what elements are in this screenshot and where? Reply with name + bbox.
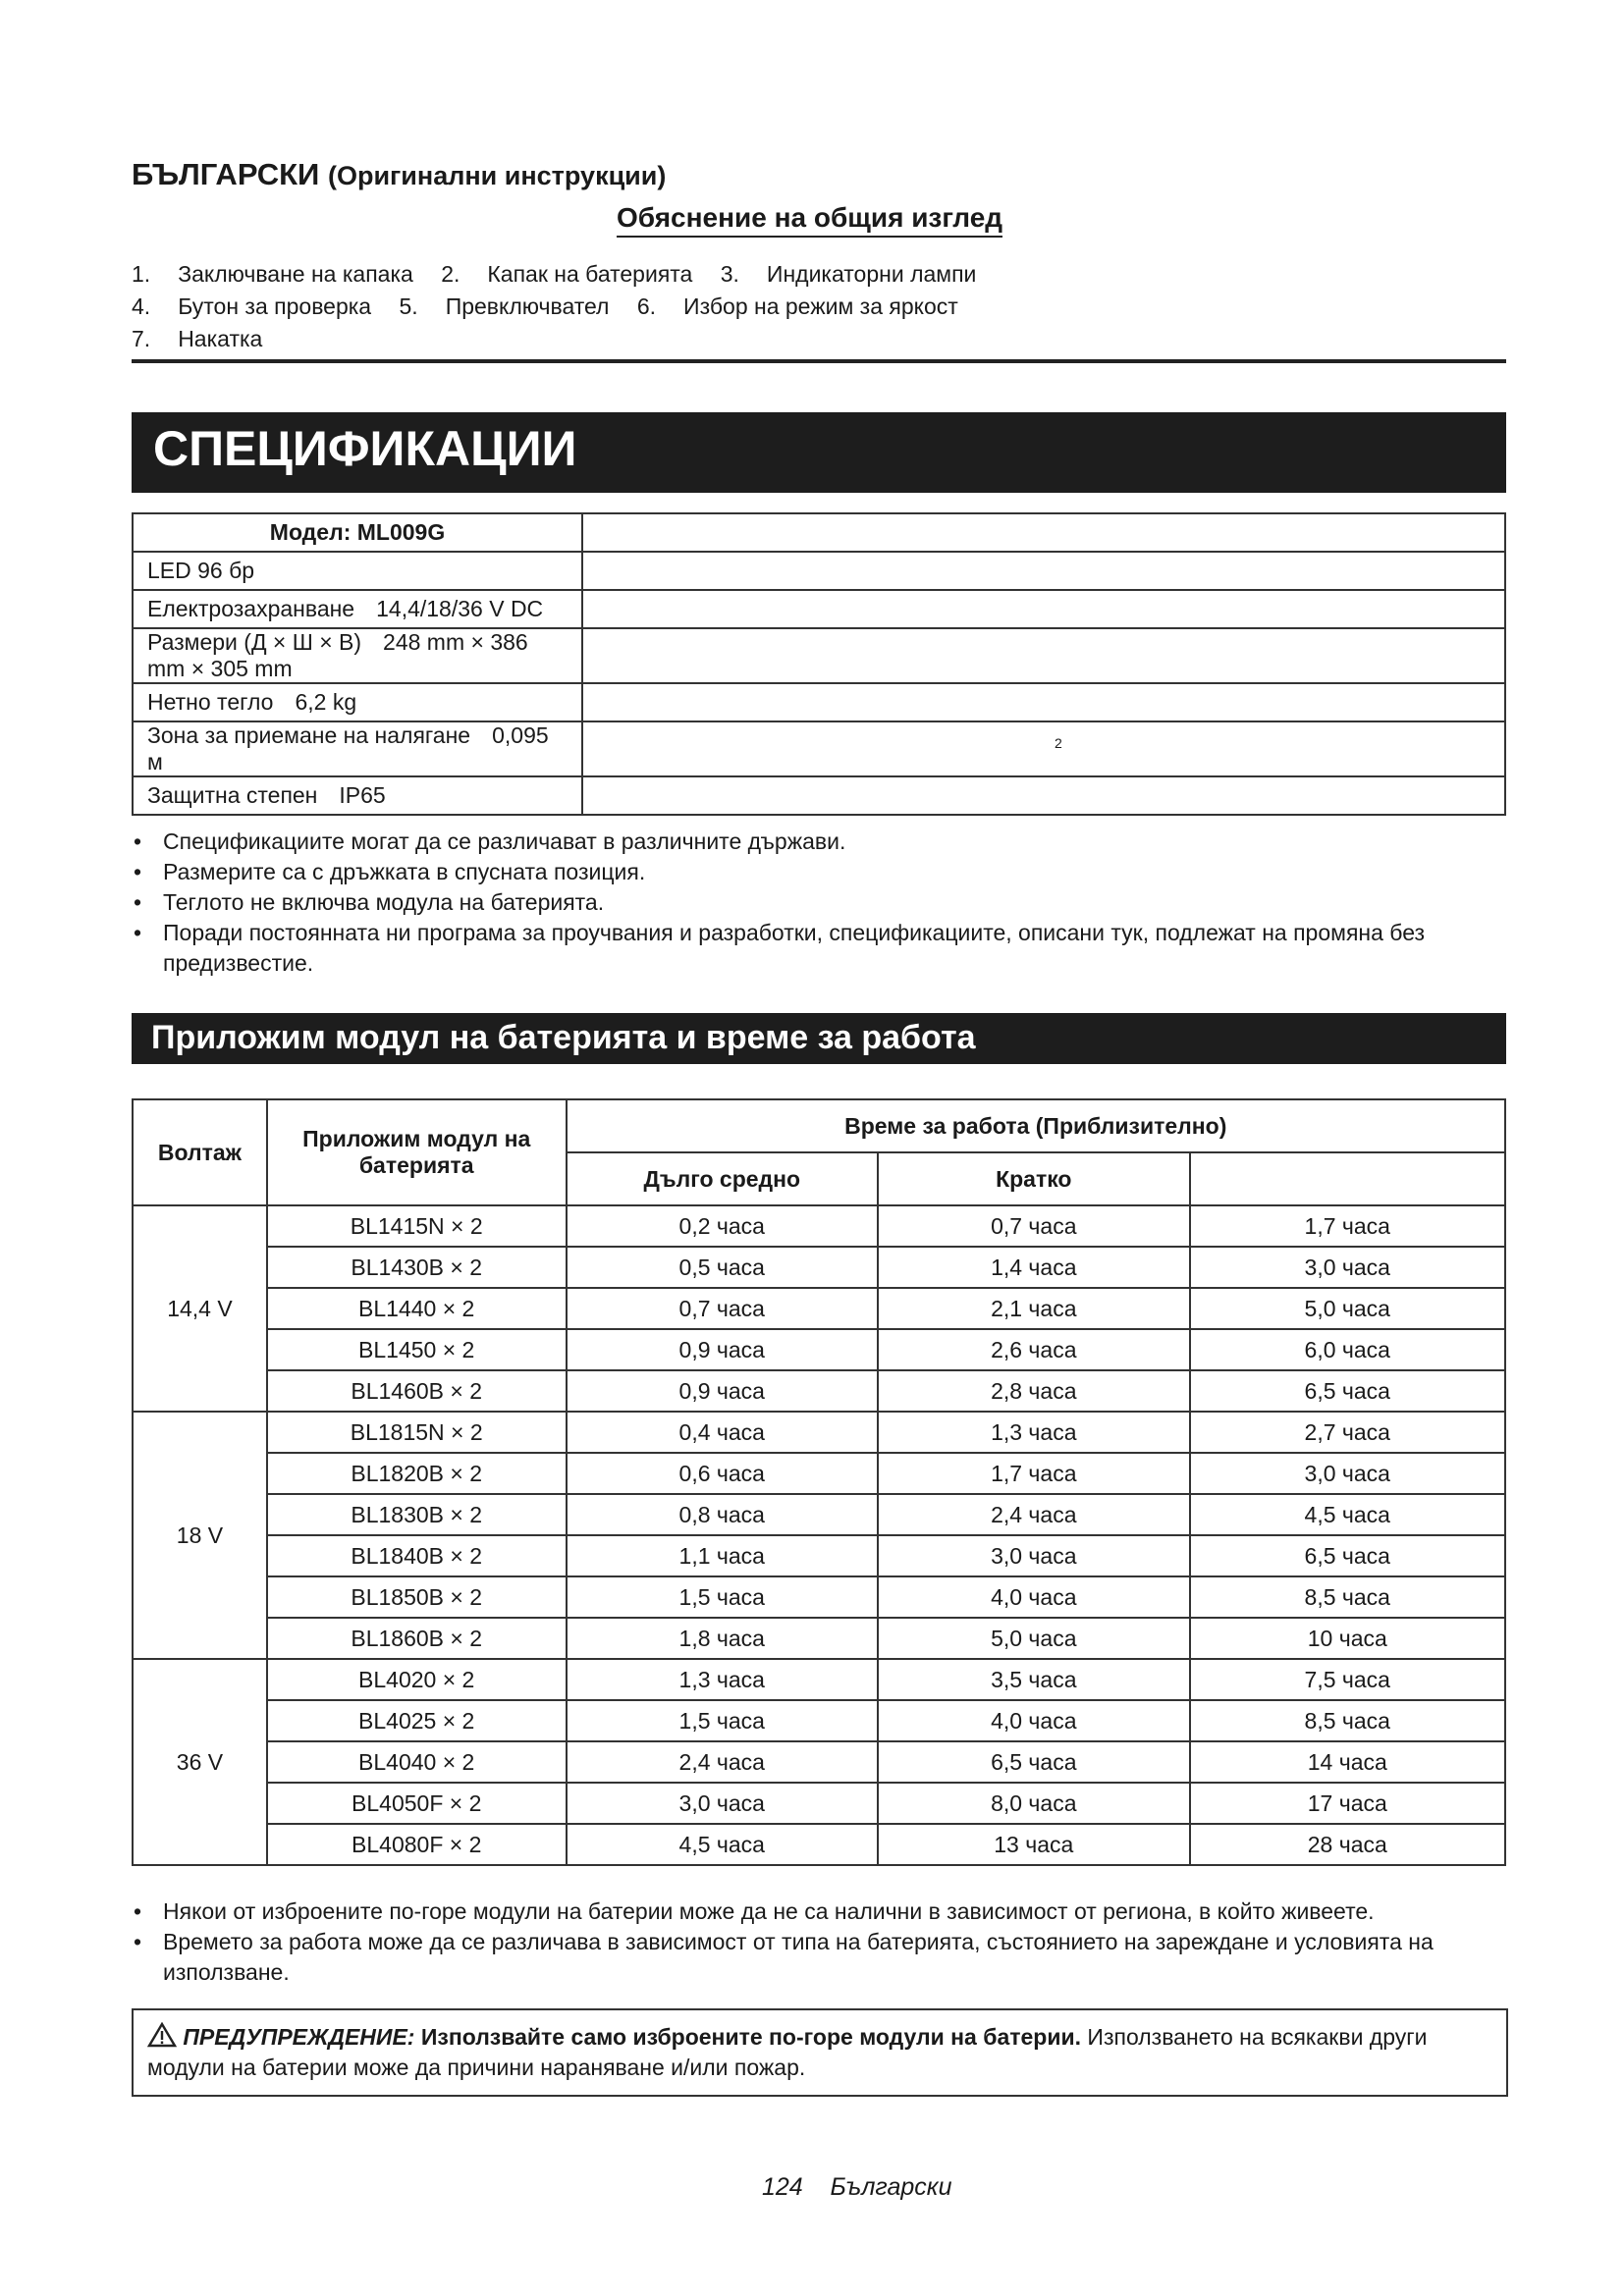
runtime-long-cell: 0,7 часа (567, 1288, 879, 1329)
overview-item-number: 6. (636, 294, 657, 319)
header-short: Кратко (878, 1152, 1190, 1205)
overview-item-number: 4. (132, 294, 151, 319)
overview-item-text: Заключване на капака (178, 261, 413, 287)
specifications-banner (132, 412, 1506, 493)
warning-box (132, 2008, 1508, 2097)
runtime-long-cell: 0,9 часа (567, 1329, 879, 1370)
runtime-third-cell: 2,7 часа (1190, 1412, 1505, 1453)
table-cell-empty (582, 628, 1505, 683)
table-row (133, 552, 1505, 590)
overview-row (132, 326, 284, 352)
runtime-third-cell: 28 часа (1190, 1824, 1505, 1865)
table-row (133, 1618, 1505, 1659)
table-header-row (133, 1099, 1505, 1152)
runtime-third-cell: 7,5 часа (1190, 1659, 1505, 1700)
specifications-title: СПЕЦИФИКАЦИИ (153, 421, 577, 476)
header-runtime: Време за работа (Приблизително) (567, 1099, 1505, 1152)
runtime-short-cell: 1,7 часа (878, 1453, 1190, 1494)
table-row (133, 1288, 1505, 1329)
spec-superscript-cell (582, 721, 1505, 776)
table-row (133, 1247, 1505, 1288)
spec-label: Защитна степен (147, 782, 318, 808)
runtime-long-cell: 1,8 часа (567, 1618, 879, 1659)
list-item: • Някои от изброените по-горе модули на батерии може да не са налични в зависимост от региона, в който живеете. (132, 1896, 1506, 1927)
module-cell: BL1860B × 2 (267, 1618, 567, 1659)
spec-value: 14,4/18/36 V DC (376, 596, 544, 621)
runtime-third-cell: 4,5 часа (1190, 1494, 1505, 1535)
spec-cell (133, 628, 582, 683)
spec-cell (133, 776, 582, 815)
spec-value: 0,095 м (147, 722, 549, 774)
module-cell: BL1415N × 2 (267, 1205, 567, 1247)
module-cell: BL4020 × 2 (267, 1659, 567, 1700)
table-row (133, 590, 1505, 628)
overview-item-text: Индикаторни лампи (766, 261, 977, 287)
runtime-short-cell: 3,0 часа (878, 1535, 1190, 1576)
overview-item-number: 5. (399, 294, 418, 319)
module-cell: BL4040 × 2 (267, 1741, 567, 1783)
list-item: • Поради постоянната ни програма за проучвания и разработки, спецификациите, описани тук, подлежат на промяна без предизвестие. (132, 918, 1506, 979)
table-row (133, 1535, 1505, 1576)
module-cell: BL1840B × 2 (267, 1535, 567, 1576)
document-language-heading (132, 157, 666, 192)
runtime-short-cell: 1,3 часа (878, 1412, 1190, 1453)
table-row (133, 1453, 1505, 1494)
list-item: • Спецификациите могат да се различават в различните държави. (132, 827, 1506, 857)
runtime-third-cell: 5,0 часа (1190, 1288, 1505, 1329)
page-number: 124 (762, 2173, 803, 2201)
runtime-long-cell: 1,5 часа (567, 1700, 879, 1741)
table-row (133, 1576, 1505, 1618)
runtime-third-cell: 14 часа (1190, 1741, 1505, 1783)
runtime-long-cell: 0,8 часа (567, 1494, 879, 1535)
module-cell: BL1460B × 2 (267, 1370, 567, 1412)
runtime-third-cell: 3,0 часа (1190, 1453, 1505, 1494)
battery-banner (132, 1013, 1506, 1064)
spec-label: Нетно тегло (147, 689, 274, 715)
header-empty (1190, 1152, 1505, 1205)
table-row (133, 1659, 1505, 1700)
voltage-cell: 36 V (133, 1659, 267, 1865)
spec-label: Размери (Д × Ш × В) (147, 629, 362, 655)
spec-cell (133, 683, 582, 721)
list-item: • Теглото не включва модула на батерията. (132, 887, 1506, 918)
runtime-long-cell: 1,3 часа (567, 1659, 879, 1700)
overview-item-number: 1. (132, 261, 151, 287)
runtime-long-cell: 1,1 часа (567, 1535, 879, 1576)
table-row (133, 1329, 1505, 1370)
specifications-table (132, 512, 1506, 816)
runtime-third-cell: 3,0 часа (1190, 1247, 1505, 1288)
page-footer (762, 2173, 951, 2202)
runtime-short-cell: 8,0 часа (878, 1783, 1190, 1824)
runtime-short-cell: 4,0 часа (878, 1700, 1190, 1741)
overview-item-text: Бутон за проверка (178, 294, 372, 319)
voltage-cell: 18 V (133, 1412, 267, 1659)
runtime-third-cell: 6,5 часа (1190, 1370, 1505, 1412)
runtime-third-cell: 1,7 часа (1190, 1205, 1505, 1247)
spec-value (582, 552, 1505, 590)
language-subtitle: (Оригинални инструкции) (327, 161, 667, 190)
table-cell-empty (582, 776, 1505, 815)
overview-item-text: Избор на режим за яркост (683, 294, 958, 319)
overview-title: Обяснение на общия изглед (617, 202, 1002, 238)
table-row (133, 1741, 1505, 1783)
runtime-long-cell: 2,4 часа (567, 1741, 879, 1783)
runtime-short-cell: 1,4 часа (878, 1247, 1190, 1288)
module-cell: BL1430B × 2 (267, 1247, 567, 1288)
battery-table-body (133, 1205, 1505, 1865)
overview-item-number: 7. (132, 326, 151, 351)
runtime-short-cell: 2,8 часа (878, 1370, 1190, 1412)
spec-label: Електрозахранване (147, 596, 355, 621)
runtime-long-cell: 0,4 часа (567, 1412, 879, 1453)
list-item: • Размерите са с дръжката в спусната позиция. (132, 857, 1506, 887)
module-cell: BL1815N × 2 (267, 1412, 567, 1453)
module-cell: BL4080F × 2 (267, 1824, 567, 1865)
runtime-short-cell: 6,5 часа (878, 1741, 1190, 1783)
language-title: БЪЛГАРСКИ (132, 157, 320, 191)
spec-value: 6,2 kg (295, 689, 357, 715)
table-row (133, 1412, 1505, 1453)
spec-label: Зона за приемане на налягане (147, 722, 471, 748)
table-row (133, 513, 1505, 552)
list-item: • Времето за работа може да се различава в зависимост от типа на батерията, състоянието на зареждане и условията на използване. (132, 1927, 1506, 1988)
runtime-short-cell: 3,5 часа (878, 1659, 1190, 1700)
section-divider (132, 359, 1506, 363)
runtime-third-cell: 6,5 часа (1190, 1535, 1505, 1576)
spec-value: IP65 (339, 782, 386, 808)
footer-language: Български (830, 2173, 952, 2201)
runtime-long-cell: 0,9 часа (567, 1370, 879, 1412)
runtime-long-cell: 4,5 часа (567, 1824, 879, 1865)
battery-title: Приложим модул на батерията и време за работа (151, 1019, 976, 1056)
specifications-notes (132, 827, 1506, 979)
table-row (133, 721, 1505, 776)
table-row (133, 1370, 1505, 1412)
runtime-short-cell: 2,1 часа (878, 1288, 1190, 1329)
module-cell: BL1450 × 2 (267, 1329, 567, 1370)
overview-item-number: 3. (720, 261, 739, 287)
runtime-short-cell: 4,0 часа (878, 1576, 1190, 1618)
table-row (133, 776, 1505, 815)
spec-cell (133, 721, 582, 776)
runtime-long-cell: 3,0 часа (567, 1783, 879, 1824)
runtime-short-cell: 2,4 часа (878, 1494, 1190, 1535)
table-row (133, 628, 1505, 683)
spec-value: 248 mm × 386 mm × 305 mm (147, 629, 528, 681)
table-row (133, 1824, 1505, 1865)
module-cell: BL1440 × 2 (267, 1288, 567, 1329)
overview-row (132, 294, 980, 320)
warning-label: ПРЕДУПРЕЖДЕНИЕ: (183, 2024, 415, 2050)
overview-item-text: Капак на батерията (487, 261, 693, 287)
runtime-third-cell: 8,5 часа (1190, 1576, 1505, 1618)
runtime-short-cell: 13 часа (878, 1824, 1190, 1865)
module-cell: BL4050F × 2 (267, 1783, 567, 1824)
module-cell: BL1850B × 2 (267, 1576, 567, 1618)
runtime-long-cell: 1,5 часа (567, 1576, 879, 1618)
warning-triangle-icon (147, 2022, 177, 2048)
overview-item-text: Превключвател (445, 294, 610, 319)
module-cell: BL1830B × 2 (267, 1494, 567, 1535)
table-row (133, 1783, 1505, 1824)
header-voltage: Волтаж (133, 1099, 267, 1205)
runtime-long-cell: 0,5 часа (567, 1247, 879, 1288)
table-cell-empty (582, 683, 1505, 721)
header-long: Дълго средно (567, 1152, 879, 1205)
runtime-long-cell: 0,2 часа (567, 1205, 879, 1247)
spec-cell (133, 590, 582, 628)
runtime-third-cell: 10 часа (1190, 1618, 1505, 1659)
module-cell: BL1820B × 2 (267, 1453, 567, 1494)
battery-notes (132, 1896, 1506, 1988)
runtime-short-cell: 5,0 часа (878, 1618, 1190, 1659)
table-row (133, 683, 1505, 721)
runtime-third-cell: 6,0 часа (1190, 1329, 1505, 1370)
overview-row (132, 261, 998, 288)
table-row (133, 1700, 1505, 1741)
runtime-third-cell: 8,5 часа (1190, 1700, 1505, 1741)
table-row (133, 1494, 1505, 1535)
spec-superscript: 2 (1055, 735, 1062, 752)
module-cell: BL4025 × 2 (267, 1700, 567, 1741)
warning-bold-text: Използвайте само изброените по-горе модули на батерии. (420, 2024, 1082, 2050)
battery-table (132, 1098, 1506, 1866)
overview-item-number: 2. (441, 261, 460, 287)
runtime-long-cell: 0,6 часа (567, 1453, 879, 1494)
voltage-cell: 14,4 V (133, 1205, 267, 1412)
runtime-third-cell: 17 часа (1190, 1783, 1505, 1824)
header-module: Приложим модул на батерията (267, 1099, 567, 1205)
runtime-short-cell: 2,6 часа (878, 1329, 1190, 1370)
runtime-short-cell: 0,7 часа (878, 1205, 1190, 1247)
spec-label: LED 96 бр (133, 552, 582, 590)
table-cell-empty (582, 590, 1505, 628)
table-row (133, 1205, 1505, 1247)
table-cell-empty (582, 513, 1505, 552)
overview-item-text: Накатка (178, 326, 263, 351)
model-label: Модел: ML009G (133, 513, 582, 552)
warning-text: Използването на всякакви други модули на батерии може да причини нараняване и/или пожар. (147, 2024, 1428, 2080)
